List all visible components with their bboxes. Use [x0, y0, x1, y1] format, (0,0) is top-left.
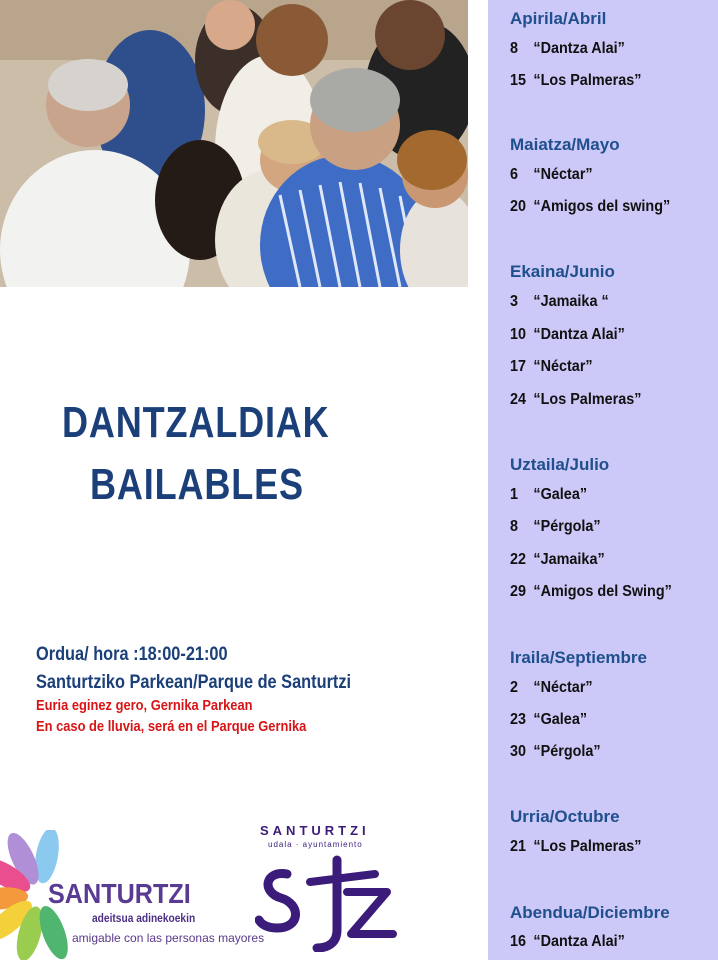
rain-notice-es: En caso de lluvia, será en el Parque Gernika — [36, 718, 307, 735]
time-text: Ordua/ hora :18:00-21:00 — [36, 644, 228, 665]
ayuntamiento-name: SANTURTZI — [260, 823, 370, 838]
stz-emblem-icon — [255, 852, 405, 952]
event-item: 1 “Galea” — [510, 486, 588, 503]
title-line-1: DANTZALDIAK — [62, 398, 330, 447]
month-mayo: Maiatza/Mayo — [510, 135, 620, 154]
dancers-photo — [0, 0, 468, 287]
event-item: 22 “Jamaika” — [510, 551, 605, 568]
event-item: 23 “Galea” — [510, 711, 588, 728]
title-line-2: BAILABLES — [90, 460, 304, 509]
logo-santurtzi-name: SANTURTZI — [48, 878, 191, 909]
event-item: 17 “Néctar” — [510, 358, 593, 375]
event-item: 24 “Los Palmeras” — [510, 391, 642, 408]
event-item: 21 “Los Palmeras” — [510, 838, 642, 855]
event-item: 10 “Dantza Alai” — [510, 326, 625, 343]
event-item: 6 “Néctar” — [510, 166, 593, 183]
event-item: 8 “Pérgola” — [510, 518, 601, 535]
event-item: 29 “Amigos del Swing” — [510, 583, 672, 600]
event-item: 8 “Dantza Alai” — [510, 40, 625, 57]
schedule-panel — [488, 0, 718, 960]
logo-tagline-es: amigable con las personas mayores — [72, 931, 265, 945]
ayuntamiento-sub: udala · ayuntamiento — [268, 840, 363, 849]
rain-notice-eu: Euria eginez gero, Gernika Parkean — [36, 697, 253, 714]
event-item: 15 “Los Palmeras” — [510, 72, 642, 89]
month-octubre: Urria/Octubre — [510, 807, 620, 826]
event-item: 3 “Jamaika “ — [510, 293, 609, 310]
month-julio: Uztaila/Julio — [510, 455, 610, 474]
month-abril: Apirila/Abril — [510, 9, 607, 28]
month-diciembre: Abendua/Diciembre — [510, 903, 670, 922]
logo-tagline-eu: adeitsua adinekoekin — [92, 911, 196, 925]
event-item: 30 “Pérgola” — [510, 743, 601, 760]
event-item: 16 “Dantza Alai” — [510, 933, 625, 950]
event-item: 20 “Amigos del swing” — [510, 198, 671, 215]
event-item: 2 “Néctar” — [510, 679, 593, 696]
place-text: Santurtziko Parkean/Parque de Santurtzi — [36, 672, 352, 693]
month-junio: Ekaina/Junio — [510, 262, 615, 281]
month-septiembre: Iraila/Septiembre — [510, 648, 648, 667]
